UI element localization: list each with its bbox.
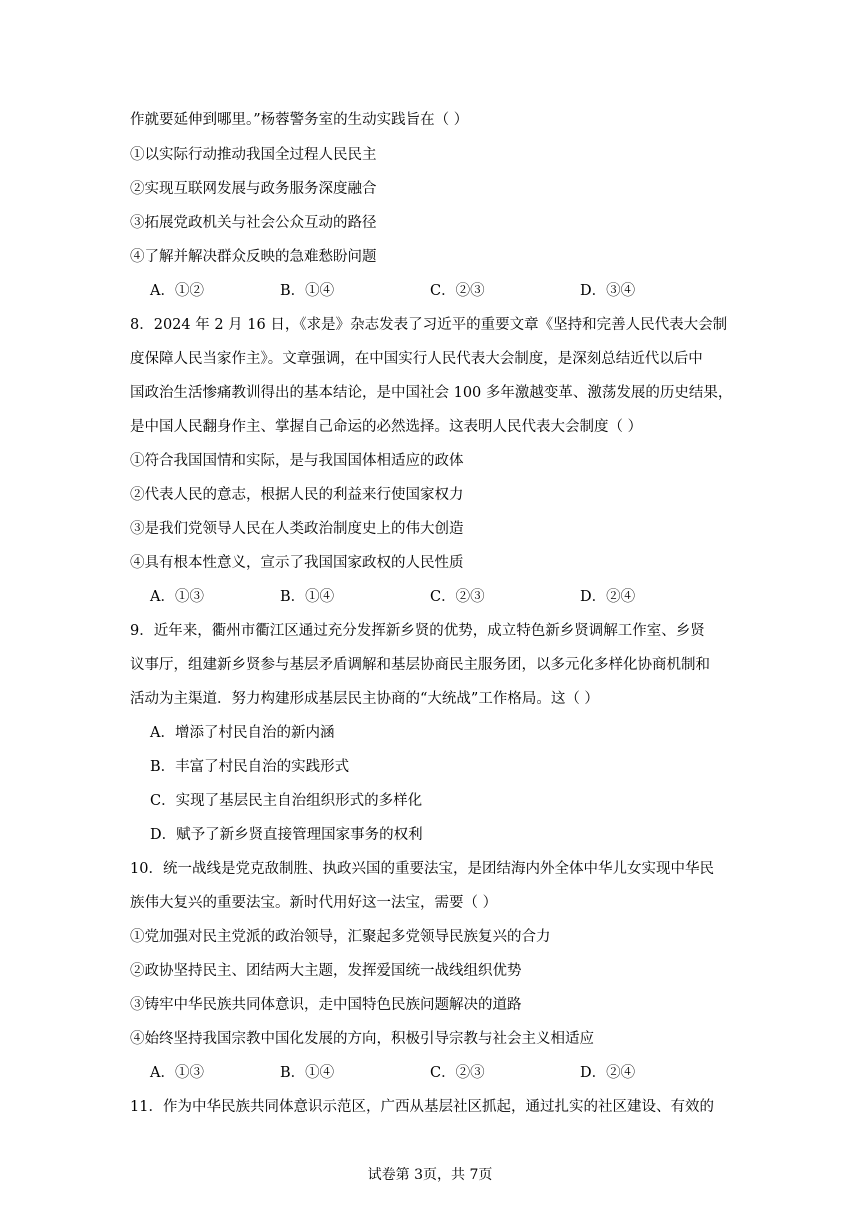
page-footer: 试卷第 3页，共 7页: [367, 1167, 493, 1183]
q8-choice-d[interactable]: D．②④: [580, 589, 636, 605]
q10-statement-1: ①党加强对民主党派的政治领导，汇聚起多党领导民族复兴的合力: [130, 929, 551, 945]
q10-choice-a[interactable]: A．①③: [150, 1065, 204, 1081]
q7-choice-d[interactable]: D．③④: [580, 283, 636, 299]
q7-choice-c[interactable]: C．②③: [430, 283, 485, 299]
q9-option-c[interactable]: C．实现了基层民主自治组织形式的多样化: [150, 793, 423, 809]
q7-statement-4: ④了解并解决群众反映的急难愁盼问题: [130, 249, 377, 265]
q10-statement-4: ④始终坚持我国宗教中国化发展的方向，积极引导宗教与社会主义相适应: [130, 1031, 594, 1047]
q8-statement-2: ②代表人民的意志，根据人民的利益来行使国家权力: [130, 487, 464, 503]
q8-choices: [150, 587, 710, 607]
q7-choices: [150, 281, 710, 301]
q7-statement-3: ③拓展党政机关与社会公众互动的路径: [130, 215, 377, 231]
q10-stem-line-1: 10．统一战线是党克敌制胜、执政兴国的重要法宝，是团结海内外全体中华儿女实现中华民: [130, 861, 714, 877]
q10-choice-d[interactable]: D．②④: [580, 1065, 636, 1081]
q8-statement-4: ④具有根本性意义，宣示了我国国家政权的人民性质: [130, 555, 464, 571]
q8-stem-line-2: 度保障人民当家作主》。文章强调，在中国实行人民代表大会制度，是深刻总结近代以后中: [130, 351, 703, 367]
q10-stem-line-2: 族伟大复兴的重要法宝。新时代用好这一法宝，需要（ ）: [130, 895, 498, 911]
q8-choice-a[interactable]: A．①③: [150, 589, 204, 605]
q7-stem-tail: 作就要延伸到哪里。”杨蓉警务室的生动实践旨在（ ）: [130, 112, 469, 128]
q8-stem-line-4: 是中国人民翻身作主、掌握自己命运的必然选择。这表明人民代表大会制度（ ）: [130, 419, 643, 435]
q9-option-d[interactable]: D．赋予了新乡贤直接管理国家事务的权利: [150, 827, 423, 843]
q9-option-b[interactable]: B．丰富了村民自治的实践形式: [150, 759, 350, 775]
q9-stem-line-3: 活动为主渠道．努力构建形成基层民主协商的“大统战”工作格局。这（ ）: [130, 691, 599, 707]
q10-statement-2: ②政协坚持民主、团结两大主题，发挥爱国统一战线组织优势: [130, 963, 522, 979]
q7-statement-1: ①以实际行动推动我国全过程人民民主: [130, 147, 377, 163]
q8-stem-line-1: 8．2024 年 2 月 16 日，《求是》杂志发表了习近平的重要文章《坚持和完善人民代表大会制: [130, 317, 728, 333]
q8-statement-1: ①符合我国国情和实际，是与我国国体相适应的政体: [130, 453, 464, 469]
q8-statement-3: ③是我们党领导人民在人类政治制度史上的伟大创造: [130, 521, 464, 537]
q10-choice-c[interactable]: C．②③: [430, 1065, 485, 1081]
q10-statement-3: ③铸牢中华民族共同体意识，走中国特色民族问题解决的道路: [130, 997, 522, 1013]
q7-choice-a[interactable]: A．①②: [150, 283, 204, 299]
q8-choice-c[interactable]: C．②③: [430, 589, 485, 605]
q9-stem-line-2: 议事厅，组建新乡贤参与基层矛盾调解和基层协商民主服务团，以多元化多样化协商机制和: [130, 657, 710, 673]
q8-choice-b[interactable]: B．①④: [280, 589, 335, 605]
q9-option-a[interactable]: A．增添了村民自治的新内涵: [150, 725, 335, 741]
q10-choices: [150, 1063, 710, 1083]
q8-stem-line-3: 国政治生活惨痛教训得出的基本结论，是中国社会 100 多年激越变革、激荡发展的历史结果，: [130, 385, 733, 401]
q10-choice-b[interactable]: B．①④: [280, 1065, 335, 1081]
q7-statement-2: ②实现互联网发展与政务服务深度融合: [130, 181, 377, 197]
q11-stem-line-1: 11．作为中华民族共同体意识示范区，广西从基层社区抓起，通过扎实的社区建设、有效的: [130, 1099, 714, 1115]
q9-stem-line-1: 9．近年来，衢州市衢江区通过充分发挥新乡贤的优势，成立特色新乡贤调解工作室、乡贤: [130, 623, 705, 639]
q7-choice-b[interactable]: B．①④: [280, 283, 335, 299]
